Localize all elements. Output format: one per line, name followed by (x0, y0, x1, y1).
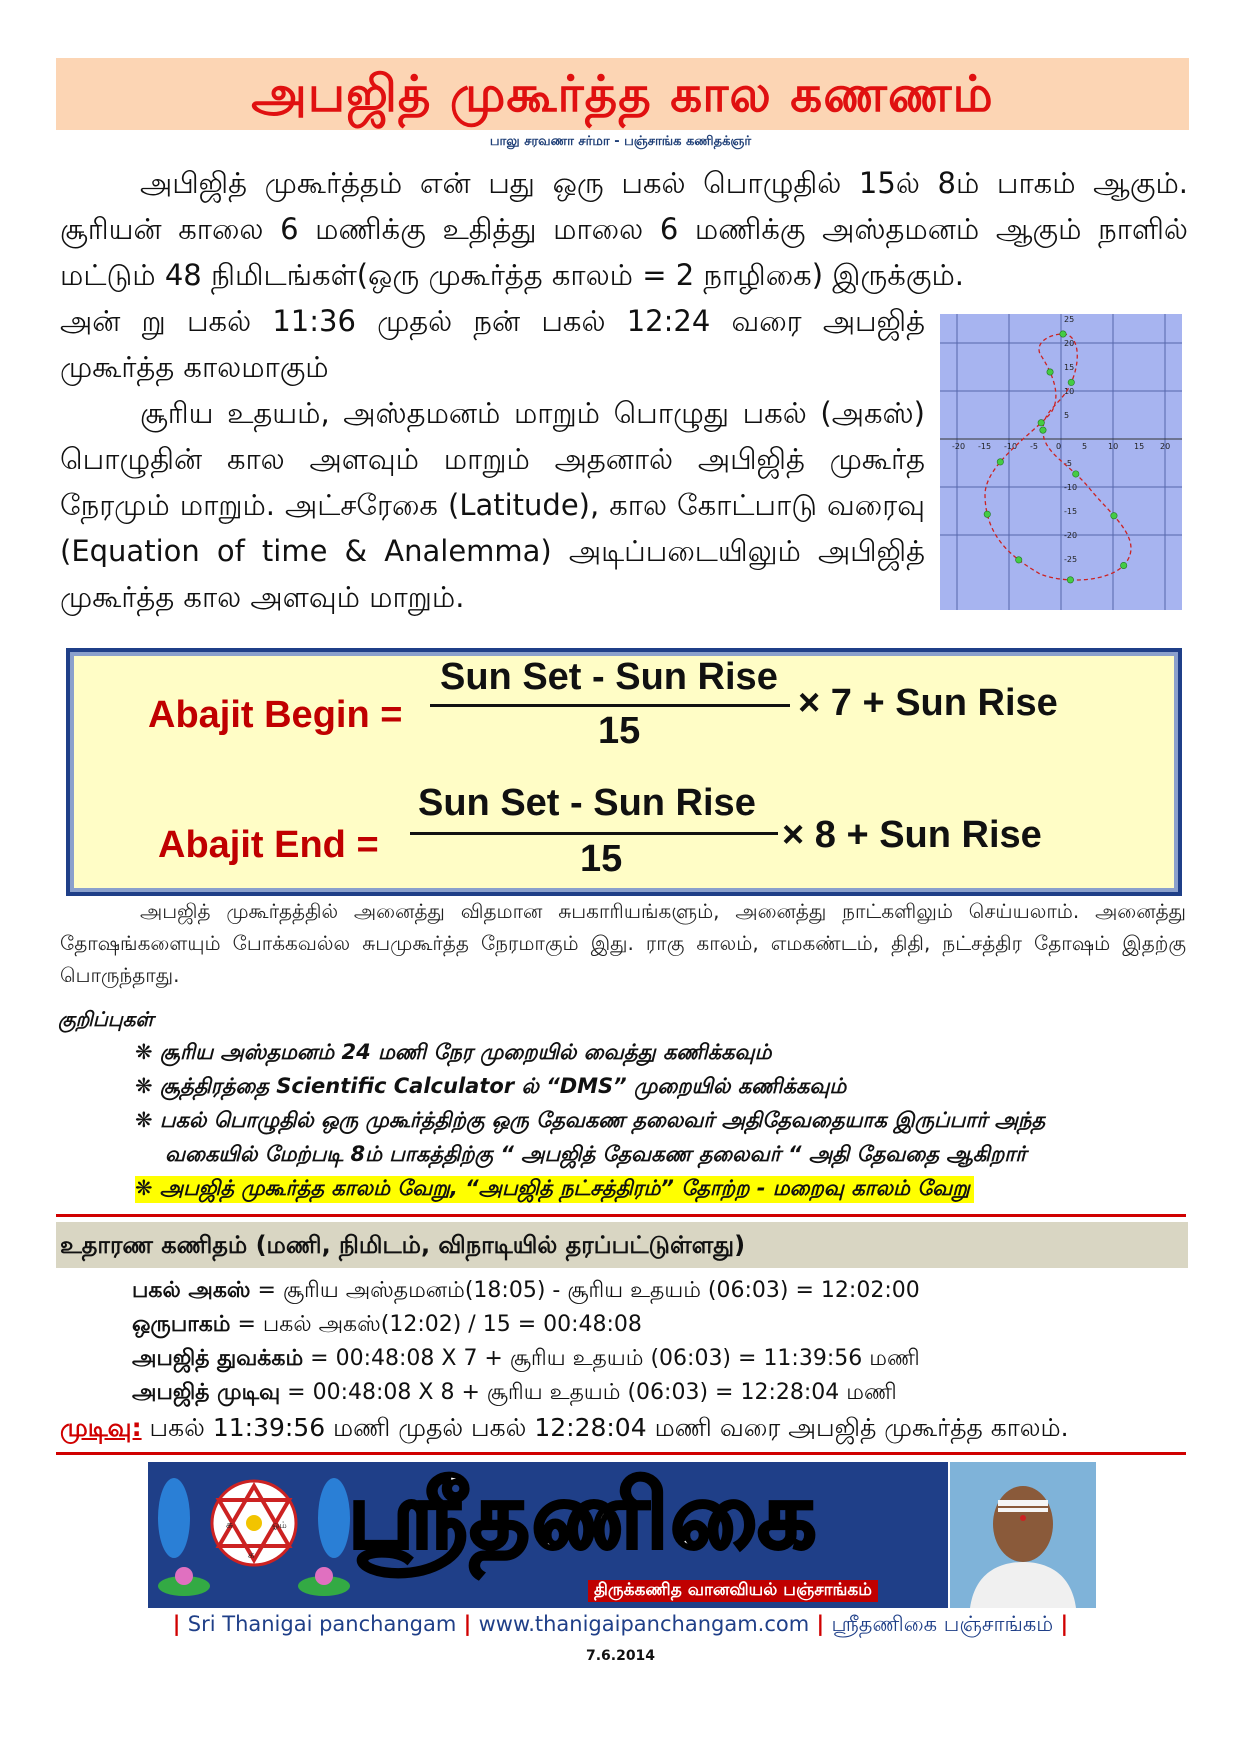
analemma-point (1068, 379, 1074, 385)
analemma-point (1038, 420, 1044, 426)
analemma-point (1073, 471, 1079, 477)
analemma-point (984, 511, 990, 517)
calc-row (132, 1380, 897, 1408)
publication-date: 7.6.2014 (585, 1648, 656, 1664)
note-item-3: ❋ பகல் பொழுதில் ஒரு முகூர்த்திற்கு ஒரு தேவகண தலைவர் அதிதேவதையாக இருப்பார் அந்த (135, 1108, 1046, 1132)
note-item-3-continued: வகையில் மேற்படி 8ம் பாகத்திற்கு “ அபஜித் தேவகண தலைவர் “ அதி தேவதை ஆகிறார் (165, 1142, 1027, 1166)
calc-row (132, 1312, 642, 1340)
calc-row (132, 1346, 920, 1374)
analemma-point (1040, 427, 1046, 433)
x-tick-label: -10 (1004, 442, 1018, 451)
calc-row (132, 1278, 920, 1306)
begin-formula-tail: × 7 + Sun Rise (798, 682, 1058, 724)
y-tick-label: 10 (1064, 387, 1075, 396)
calc-row-value: = 00:48:08 X 8 + சூரிய உதயம் (06:03) = 12:28:04 மணி (280, 1380, 897, 1405)
lotus-flower-right-icon (315, 1567, 333, 1585)
note-item-1: ❋ சூரிய அஸ்தமனம் 24 மணி நேர முறையில் வைத்து கணிக்கவும் (135, 1040, 772, 1064)
x-tick-label: 5 (1082, 442, 1088, 451)
notes-heading: குறிப்புகள் (58, 1007, 154, 1031)
author-line: பாலு சரவணா சர்மா - பஞ்சாங்க கணிதக்ஞர் (489, 134, 752, 149)
page-title: அபஜித் முகூர்த்த கால கணணம் (251, 65, 994, 123)
y-tick-label: 15 (1064, 363, 1075, 372)
analemma-graph (940, 314, 1182, 610)
divider-bottom (56, 1452, 1186, 1455)
calc-row-label: அபஜித் முடிவு (132, 1380, 281, 1405)
brand-banner (148, 1462, 948, 1608)
end-formula-denominator: 15 (580, 838, 623, 880)
result-text: பகல் 11:39:56 மணி முதல் பகல் 12:28:04 மணி வரை அபஜித் முகூர்த்த காலம். (141, 1413, 1069, 1442)
y-tick-label: -15 (1064, 507, 1078, 516)
calc-row-label: அபஜித் துவக்கம் (132, 1346, 304, 1371)
brand-name: ஸ்ரீதணிகை (348, 1462, 819, 1569)
lotus-flower-left-icon (175, 1567, 193, 1585)
y-tick-label: -10 (1064, 483, 1078, 492)
brand-emblem (154, 1468, 354, 1602)
y-tick-label: -20 (1064, 531, 1078, 540)
intro-paragraph-continued: அன் று பகல் 11:36 முதல் நன் பகல் 12:24 வரை அபஜித் முகூர்த்த காலமாகும் (60, 304, 925, 384)
analemma-point (997, 459, 1003, 465)
analemma-point (1060, 331, 1066, 337)
x-tick-label: 0 (1056, 442, 1062, 451)
analemma-point (1047, 369, 1053, 375)
footer-link-website[interactable]: www.thanigaipanchangam.com (478, 1612, 810, 1636)
peacock-right-icon (318, 1478, 350, 1558)
result-line (60, 1413, 1069, 1446)
x-tick-label: 20 (1160, 442, 1171, 451)
author-photo (950, 1462, 1096, 1608)
calc-row-label: ஒருபாகம் (132, 1312, 231, 1337)
divider-top (56, 1214, 1186, 1217)
emblem-letter-bottom: க (248, 1550, 255, 1561)
footer-link-tamil-name[interactable]: ஸ்ரீதணிகை பஞ்சாங்கம் (831, 1612, 1054, 1636)
example-title: உதாரண கணிதம் (மணி, நிமிடம், விநாடியில் தரப்பட்டுள்ளது) (60, 1231, 746, 1259)
footer-link-name[interactable]: Sri Thanigai panchangam (187, 1612, 457, 1636)
formula-box (66, 648, 1182, 896)
end-formula-tail: × 8 + Sun Rise (782, 814, 1042, 856)
begin-formula-label: Abajit Begin = (148, 694, 403, 736)
note-item-4-highlighted: ❋ அபஜித் முகூர்த்த காலம் வேறு, “அபஜித் நட்சத்திரம்” தோற்ற - மறைவு காலம் வேறு (135, 1176, 974, 1203)
end-formula-numerator: Sun Set - Sun Rise (418, 782, 756, 824)
y-tick-label: 20 (1064, 339, 1075, 348)
calc-row-value: = 00:48:08 X 7 + சூரிய உதயம் (06:03) = 11:39:56 மணி (303, 1346, 920, 1371)
begin-formula-numerator: Sun Set - Sun Rise (440, 656, 778, 698)
y-tick-label: -5 (1064, 459, 1072, 468)
y-tick-label: 25 (1064, 315, 1075, 324)
emblem-letter-right: ஓம் (272, 1521, 287, 1531)
x-tick-label: -15 (978, 442, 992, 451)
end-fraction-bar (410, 832, 778, 835)
variation-paragraph: சூரிய உதயம், அஸ்தமனம் மாறும் பொழுது பகல் (அகஸ்) பொழுதின் கால அளவும் மாறும் அதனால் அபிஜித் முகூர்த நேரமும் மாறும். அட்சரேகை (Latitude), கால கோட்பாடு வரைவு (Equation of time & Analemma) அடிப்படையிலும் அபிஜித் முகூர்த்த கால அளவும் மாறும். (60, 396, 925, 614)
x-tick-label: -20 (952, 442, 966, 451)
auspicious-paragraph: அபஜித் முகூர்தத்தில் அனைத்து விதமான சுபகாரியங்களும், அனைத்து நாட்களிலும் செய்யலாம். அனைத்து தோஷங்களையும் போக்கவல்ல சுபமுகூர்த்த நேரமாகும் இது. ராகு காலம், எமகண்டம், திதி, நட்சத்திர தோஷம் இதற்கு பொருந்தாது. (60, 899, 1186, 987)
peacock-left-icon (158, 1478, 190, 1558)
calc-row-label: பகல் அகஸ் (132, 1278, 251, 1303)
person-portrait-icon (950, 1462, 1096, 1608)
analemma-point (1067, 577, 1073, 583)
calc-row-value: = சூரிய அஸ்தமனம்(18:05) - சூரிய உதயம் (06:03) = 12:02:00 (250, 1278, 920, 1303)
x-tick-label: -5 (1030, 442, 1038, 451)
footer-links: | Sri Thanigai panchangam | www.thanigaipanchangam.com | ஸ்ரீதணிகை பஞ்சாங்கம் | (172, 1612, 1069, 1636)
y-tick-label: 5 (1064, 411, 1070, 420)
note-item-2: ❋ சூத்திரத்தை Scientific Calculator ல் “DMS” முறையில் கணிக்கவும் (135, 1074, 847, 1098)
end-formula-label: Abajit End = (158, 824, 379, 866)
emblem-center (246, 1515, 262, 1531)
x-tick-label: 10 (1108, 442, 1119, 451)
result-label: முடிவு: (60, 1413, 142, 1442)
analemma-point (1111, 513, 1117, 519)
brand-tagline: திருக்கணித வானவியல் பஞ்சாங்கம் (588, 1580, 878, 1602)
begin-formula-denominator: 15 (598, 710, 641, 752)
emblem-letter-left: சு (226, 1518, 234, 1531)
analemma-point (1120, 562, 1126, 568)
intro-paragraph: அபிஜித் முகூர்த்தம் என் பது ஒரு பகல் பொழுதில் 15ல் 8ம் பாகம் ஆகும். சூரியன் காலை 6 மணிக்கு உதித்து மாலை 6 மணிக்கு அஸ்தமனம் ஆகும் நாளில் மட்டும் 48 நிமிடங்கள்(ஒரு முகூர்த்த காலம் = 2 நாழிகை) இருக்கும். (60, 166, 1188, 292)
begin-fraction-bar (430, 704, 790, 707)
x-tick-label: 15 (1134, 442, 1145, 451)
calc-row-value: = பகல் அகஸ்(12:02) / 15 = 00:48:08 (230, 1312, 642, 1337)
y-tick-label: -25 (1064, 555, 1078, 564)
analemma-point (1016, 557, 1022, 563)
